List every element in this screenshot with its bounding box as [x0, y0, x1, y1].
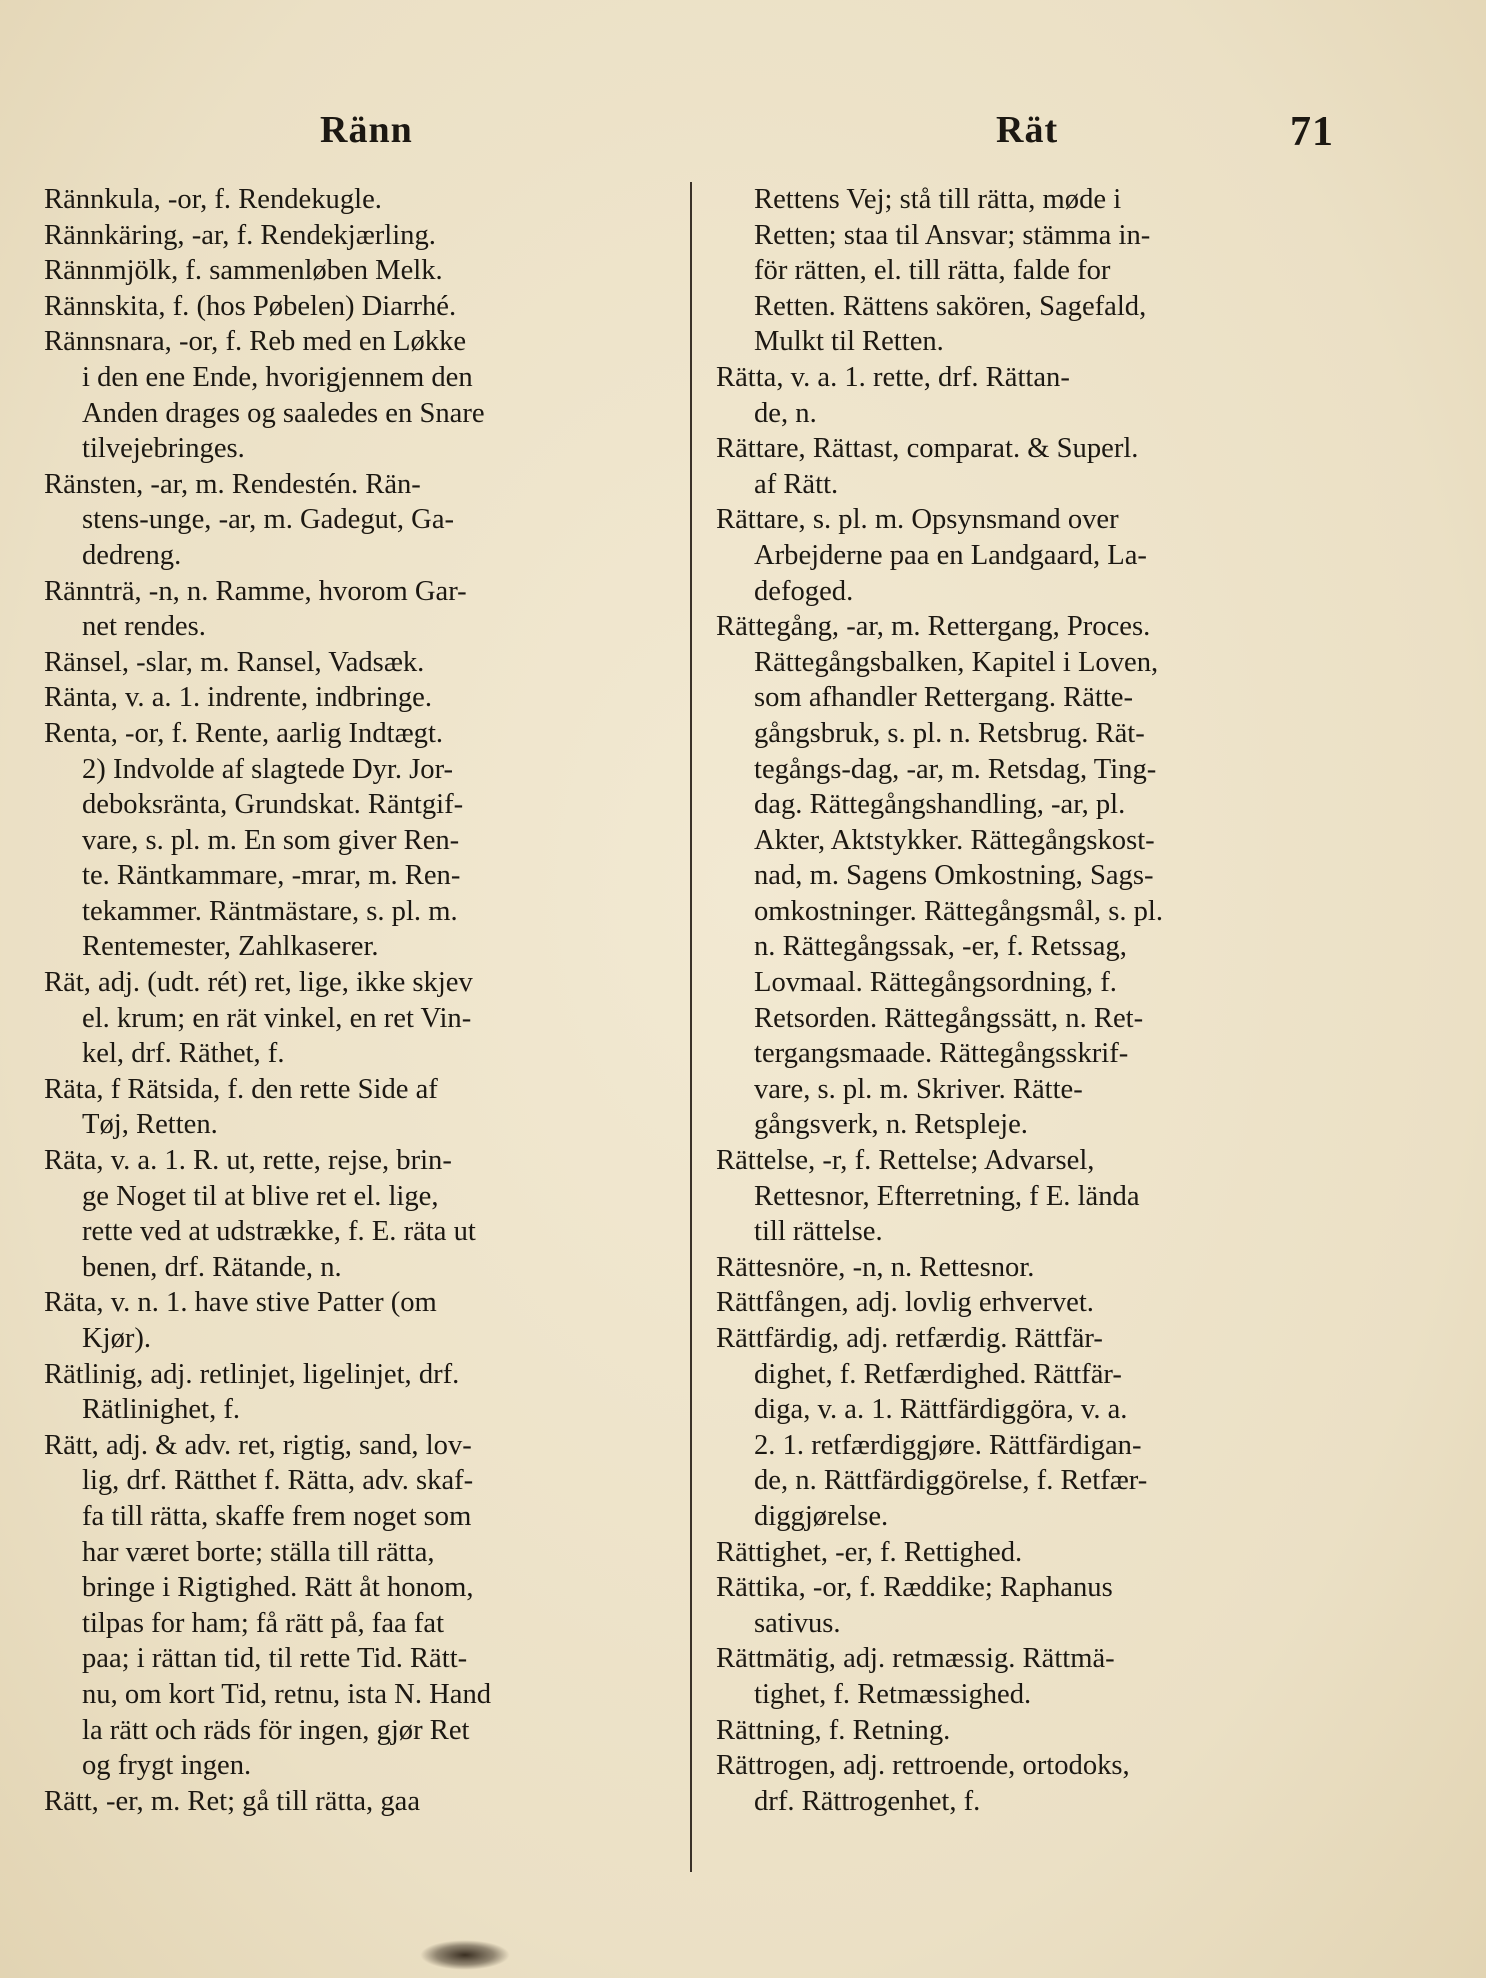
entry-line: tilvejebringes. [82, 433, 245, 465]
entry-line: Rättesnöre, -n, n. Rettesnor. [716, 1251, 1035, 1283]
entry-line: Retten; staa til Ansvar; stämma in- [754, 219, 1151, 251]
entry-line: Rännkäring, -ar, f. Rendekjærling. [44, 219, 436, 251]
entry-line: för rätten, el. till rätta, falde for [754, 255, 1111, 287]
left-column [44, 182, 674, 1819]
entry-line: diggjørelse. [754, 1500, 889, 1532]
entry-line: de, n. Rättfärdiggörelse, f. Retfær- [754, 1465, 1148, 1497]
entry-line: tergangsmaade. Rättegångsskrif- [754, 1038, 1129, 1070]
entry-line: Rättrogen, adj. rettroende, ortodoks, [716, 1750, 1130, 1782]
entry-line: Räta, v. a. 1. R. ut, rette, rejse, brin- [44, 1145, 452, 1177]
entry-line: Rettens Vej; stå till rätta, møde i [754, 184, 1122, 215]
entry-line: benen, drf. Rätande, n. [82, 1251, 342, 1283]
entry-line: gångsbruk, s. pl. n. Retsbrug. Rät- [754, 717, 1145, 749]
entry-line: Rännmjölk, f. sammenløben Melk. [44, 255, 443, 287]
entry-line: la rätt och räds för ingen, gjør Ret [82, 1714, 470, 1746]
entry-line: Rättmätig, adj. retmæssig. Rättmä- [716, 1643, 1115, 1675]
entry-line: Rättighet, -er, f. Rettighed. [716, 1536, 1023, 1568]
entry-line: Arbejderne paa en Landgaard, La- [754, 539, 1147, 571]
entry-line: tilpas for ham; få rätt på, faa fat [82, 1607, 445, 1639]
page-header [0, 108, 1486, 154]
entry-line: Ränsel, -slar, m. Ransel, Vadsæk. [44, 646, 425, 678]
entry-line: Rentemester, Zahlkaserer. [82, 931, 379, 963]
running-head-right: Rät [996, 109, 1059, 151]
entry-line: deboksränta, Grundskat. Räntgif- [82, 789, 464, 821]
entry-line: omkostninger. Rättegångsmål, s. pl. [754, 895, 1164, 927]
entry-line: Rännsnara, -or, f. Reb med en Løkke [44, 326, 467, 358]
page-number: 71 [1290, 109, 1334, 155]
entry-line: el. krum; en rät vinkel, en ret Vin- [82, 1002, 472, 1034]
entry-line: 2. 1. retfærdiggjøre. Rättfärdigan- [754, 1429, 1142, 1461]
entry-line: Rättare, Rättast, comparat. & Superl. [716, 433, 1139, 465]
entry-line: Tøj, Retten. [82, 1109, 218, 1141]
running-head-left: Ränn [320, 109, 413, 151]
entry-line: 2) Indvolde af slagtede Dyr. Jor- [82, 753, 454, 785]
entry-line: Lovmaal. Rättegångsordning, f. [754, 967, 1117, 999]
entry-line: dighet, f. Retfærdighed. Rättfär- [754, 1358, 1122, 1390]
entry-line: Rättare, s. pl. m. Opsynsmand over [716, 504, 1119, 536]
entry-line: defoged. [754, 575, 854, 607]
entry-line: Retsorden. Rättegångssätt, n. Ret- [754, 1002, 1144, 1034]
entry-line: vare, s. pl. m. En som giver Ren- [82, 824, 460, 856]
entry-line: Rättelse, -r, f. Rettelse; Advarsel, [716, 1145, 1095, 1177]
entry-line: af Rätt. [754, 468, 839, 500]
entry-line: n. Rättegångssak, -er, f. Retssag, [754, 931, 1127, 963]
entry-line: tighet, f. Retmæssighed. [754, 1678, 1032, 1710]
entry-line: Ränsten, -ar, m. Rendestén. Rän- [44, 468, 421, 500]
entry-line: te. Räntkammare, -mrar, m. Ren- [82, 860, 461, 892]
entry-line: har været borte; ställa till rätta, [82, 1536, 435, 1568]
entry-line: gångsverk, n. Retspleje. [754, 1109, 1028, 1141]
column-divider [690, 182, 692, 1872]
entry-line: bringe i Rigtighed. Rätt åt honom, [82, 1572, 474, 1604]
entry-line: sativus. [754, 1607, 841, 1639]
entry-line: dag. Rättegångshandling, -ar, pl. [754, 789, 1126, 821]
entry-line: fa till rätta, skaffe frem noget som [82, 1500, 472, 1532]
entry-line: paa; i rättan tid, til rette Tid. Rätt- [82, 1643, 468, 1675]
entry-line: Anden drages og saaledes en Snare [82, 397, 485, 429]
entry-line: dedreng. [82, 539, 182, 571]
entry-line: tegångs-dag, -ar, m. Retsdag, Ting- [754, 753, 1157, 785]
entry-line: Rätta, v. a. 1. rette, drf. Rättan- [716, 361, 1070, 393]
entry-line: Renta, -or, f. Rente, aarlig Indtægt. [44, 717, 444, 749]
entry-line: vare, s. pl. m. Skriver. Rätte- [754, 1073, 1083, 1105]
entry-line: Rättfången, adj. lovlig erhvervet. [716, 1287, 1094, 1319]
ink-blot-mark [420, 1940, 510, 1970]
entry-line: Rät, adj. (udt. rét) ret, lige, ikke skjev [44, 967, 473, 999]
entry-line: drf. Rättrogenhet, f. [754, 1785, 981, 1817]
entry-line: de, n. [754, 397, 817, 429]
entry-line: Rättfärdig, adj. retfærdig. Rättfär- [716, 1323, 1103, 1354]
entry-line: i den ene Ende, hvorigjennem den [82, 361, 473, 393]
entry-line: Ränta, v. a. 1. indrente, indbringe. [44, 682, 433, 714]
entry-line: Akter, Aktstykker. Rättegångskost- [754, 824, 1155, 856]
entry-line: Räta, v. n. 1. have stive Patter (om [44, 1287, 437, 1319]
entry-line: diga, v. a. 1. Rättfärdiggöra, v. a. [754, 1394, 1128, 1426]
entry-line: Retten. Rättens sakören, Sagefald, [754, 290, 1147, 322]
entry-line: till rättelse. [754, 1216, 883, 1248]
entry-line: kel, drf. Räthet, f. [82, 1038, 285, 1070]
entry-line: Rättegång, -ar, m. Rettergang, Proces. [716, 611, 1151, 643]
entry-line: nad, m. Sagens Omkostning, Sags- [754, 860, 1154, 892]
entry-line: som afhandler Rettergang. Rätte- [754, 682, 1134, 714]
entry-line: rette ved at udstrække, f. E. räta ut [82, 1216, 476, 1248]
entry-line: Rättning, f. Retning. [716, 1714, 951, 1746]
entry-line: Mulkt til Retten. [754, 326, 944, 358]
entry-line: Rättika, -or, f. Ræddike; Raphanus [716, 1572, 1113, 1604]
entry-line: Rätlinig, adj. retlinjet, ligelinjet, drf. [44, 1358, 460, 1390]
entry-line: Rännskita, f. (hos Pøbelen) Diarrhé. [44, 290, 457, 322]
entry-line: Rättegångsbalken, Kapitel i Loven, [754, 646, 1159, 678]
entry-line: lig, drf. Rätthet f. Rätta, adv. skaf- [82, 1465, 474, 1497]
entry-line: ge Noget til at blive ret el. lige, [82, 1180, 439, 1212]
entry-line: tekammer. Räntmästare, s. pl. m. [82, 895, 458, 927]
entry-line: Rettesnor, Efterretning, f E. lända [754, 1180, 1140, 1212]
entry-line: Rätt, adj. & adv. ret, rigtig, sand, lov- [44, 1429, 472, 1461]
entry-line: Rännträ, -n, n. Ramme, hvorom Gar- [44, 575, 467, 607]
entry-line: og frygt ingen. [82, 1750, 252, 1782]
entry-line: Räta, f Rätsida, f. den rette Side af [44, 1073, 438, 1105]
entry-line: Kjør). [82, 1323, 152, 1354]
entry-line: net rendes. [82, 611, 206, 643]
entry-line: stens-unge, -ar, m. Gadegut, Ga- [82, 504, 455, 536]
right-column [716, 182, 1416, 1819]
entry-line: nu, om kort Tid, retnu, ista N. Hand [82, 1678, 492, 1710]
entry-line: Rätt, -er, m. Ret; gå till rätta, gaa [44, 1785, 421, 1817]
entry-line: Rännkula, -or, f. Rendekugle. [44, 184, 382, 215]
entry-line: Rätlinighet, f. [82, 1394, 241, 1426]
